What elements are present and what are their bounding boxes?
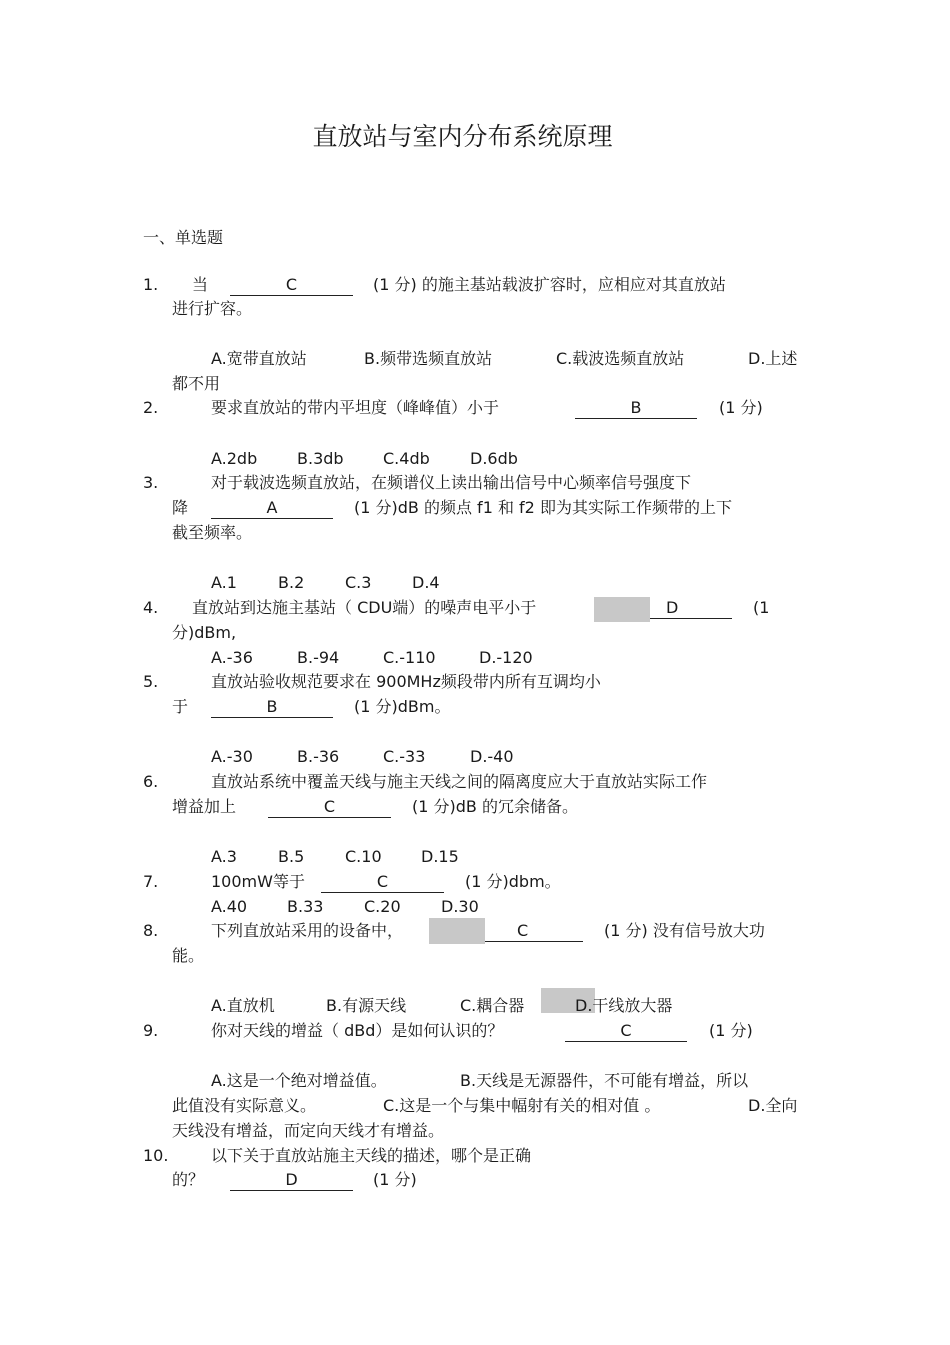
option-d: D.干线放大器: [575, 996, 673, 1015]
option-b: B.频带选频直放站: [364, 349, 493, 368]
option-a: A.这是一个绝对增益值。: [211, 1071, 387, 1090]
option-a: A.40: [211, 897, 248, 916]
answer-blank: B: [211, 697, 333, 718]
question-text: 直放站系统中覆盖天线与施主天线之间的隔离度应大于直放站实际工作: [211, 772, 708, 791]
question-text: (1 分): [719, 398, 763, 417]
answer-blank: C: [268, 797, 391, 818]
question-text: 降: [172, 498, 189, 517]
question-number: 10.: [143, 1146, 169, 1165]
highlight-mark: [429, 918, 485, 944]
answer-blank: C: [565, 1021, 687, 1042]
question-text: (1 分) 的施主基站载波扩容时，应相应对其直放站: [373, 275, 726, 294]
option-d: D.上述: [748, 349, 798, 368]
answer-blank: C: [230, 275, 353, 296]
option-a: A.-30: [211, 747, 253, 766]
section-heading: 一、单选题: [143, 228, 224, 247]
document-title: 直放站与室内分布系统原理: [312, 122, 613, 151]
question-text: 以下关于直放站施主天线的描述，哪个是正确: [211, 1146, 532, 1165]
option-d: D.-120: [479, 648, 533, 667]
option-text-continued: 此值没有实际意义。: [172, 1096, 317, 1115]
answer-blank: C: [485, 921, 583, 942]
question-number: 1.: [143, 275, 159, 294]
question-number: 5.: [143, 672, 159, 691]
option-d: D.4: [412, 573, 440, 592]
option-d: D.-40: [470, 747, 514, 766]
question-text: (1 分)dB 的频点 f1 和 f2 即为其实际工作频带的上下: [354, 498, 732, 517]
question-text: 直放站验收规范要求在 900MHz频段带内所有互调均小: [211, 672, 601, 691]
question-text: 当: [192, 275, 209, 294]
question-text: (1 分): [709, 1021, 753, 1040]
question-text: (1 分) 没有信号放大功: [604, 921, 765, 940]
question-text-continued: 分)dBm,: [172, 623, 237, 642]
answer-blank: B: [575, 398, 697, 419]
question-text: (1 分)dbm。: [465, 872, 561, 891]
question-text: 直放站到达施主基站（ CDU端）的噪声电平小于: [192, 598, 537, 617]
question-text-continued: 进行扩容。: [172, 299, 253, 318]
question-text: (1: [753, 598, 770, 617]
option-c: C.3: [345, 573, 372, 592]
question-number: 8.: [143, 921, 159, 940]
option-a: A.3: [211, 847, 237, 866]
option-c: C.10: [345, 847, 382, 866]
option-b: B.5: [278, 847, 305, 866]
option-d: D.全向: [748, 1096, 798, 1115]
option-c: C.20: [364, 897, 401, 916]
question-number: 4.: [143, 598, 159, 617]
question-text: 100mW等于: [211, 872, 305, 891]
option-a: A.-36: [211, 648, 253, 667]
question-text: 你对天线的增益（ dBd）是如何认识的？: [211, 1021, 504, 1040]
option-a: A.直放机: [211, 996, 275, 1015]
option-c: C.载波选频直放站: [556, 349, 685, 368]
option-text-continued: 天线没有增益，而定向天线才有增益。: [172, 1121, 445, 1140]
option-b: B.-94: [297, 648, 340, 667]
option-c: C.这是一个与集中幅射有关的相对值 。: [383, 1096, 661, 1115]
highlight-mark: [594, 597, 650, 622]
option-c: C.-33: [383, 747, 426, 766]
question-text: 要求直放站的带内平坦度（峰峰值）小于: [211, 398, 500, 417]
option-b: B.33: [287, 897, 324, 916]
question-text-continued: 截至频率。: [172, 523, 253, 542]
question-text: 对于载波选频直放站，在频谱仪上读出输出信号中心频率信号强度下: [211, 473, 692, 492]
option-c: C.-110: [383, 648, 436, 667]
question-text: 的？: [172, 1170, 205, 1189]
question-text: (1 分): [373, 1170, 417, 1189]
answer-blank: D: [230, 1170, 353, 1191]
option-text-continued: 都不用: [172, 374, 221, 393]
question-number: 9.: [143, 1021, 159, 1040]
question-text: 增益加上: [172, 797, 237, 816]
option-b: B.天线是无源器件，不可能有增益，所以: [460, 1071, 749, 1090]
option-b: B.2: [278, 573, 305, 592]
option-b: B.-36: [297, 747, 340, 766]
question-text: (1 分)dB 的冗余储备。: [412, 797, 578, 816]
question-text-continued: 能。: [172, 946, 205, 965]
option-b: B.3db: [297, 449, 344, 468]
question-text: 于: [172, 697, 189, 716]
option-a: A.1: [211, 573, 237, 592]
answer-blank: D: [650, 598, 732, 619]
answer-blank: C: [321, 872, 444, 893]
question-text: 下列直放站采用的设备中，: [211, 921, 404, 940]
option-c: C.4db: [383, 449, 430, 468]
answer-blank: A: [211, 498, 333, 519]
question-number: 6.: [143, 772, 159, 791]
option-a: A.2db: [211, 449, 258, 468]
question-number: 7.: [143, 872, 159, 891]
option-d: D.6db: [470, 449, 518, 468]
question-text: (1 分)dBm。: [354, 697, 451, 716]
option-c: C.耦合器: [460, 996, 525, 1015]
question-number: 2.: [143, 398, 159, 417]
option-d: D.30: [441, 897, 479, 916]
option-d: D.15: [421, 847, 459, 866]
option-b: B.有源天线: [326, 996, 407, 1015]
question-number: 3.: [143, 473, 159, 492]
option-a: A.宽带直放站: [211, 349, 307, 368]
